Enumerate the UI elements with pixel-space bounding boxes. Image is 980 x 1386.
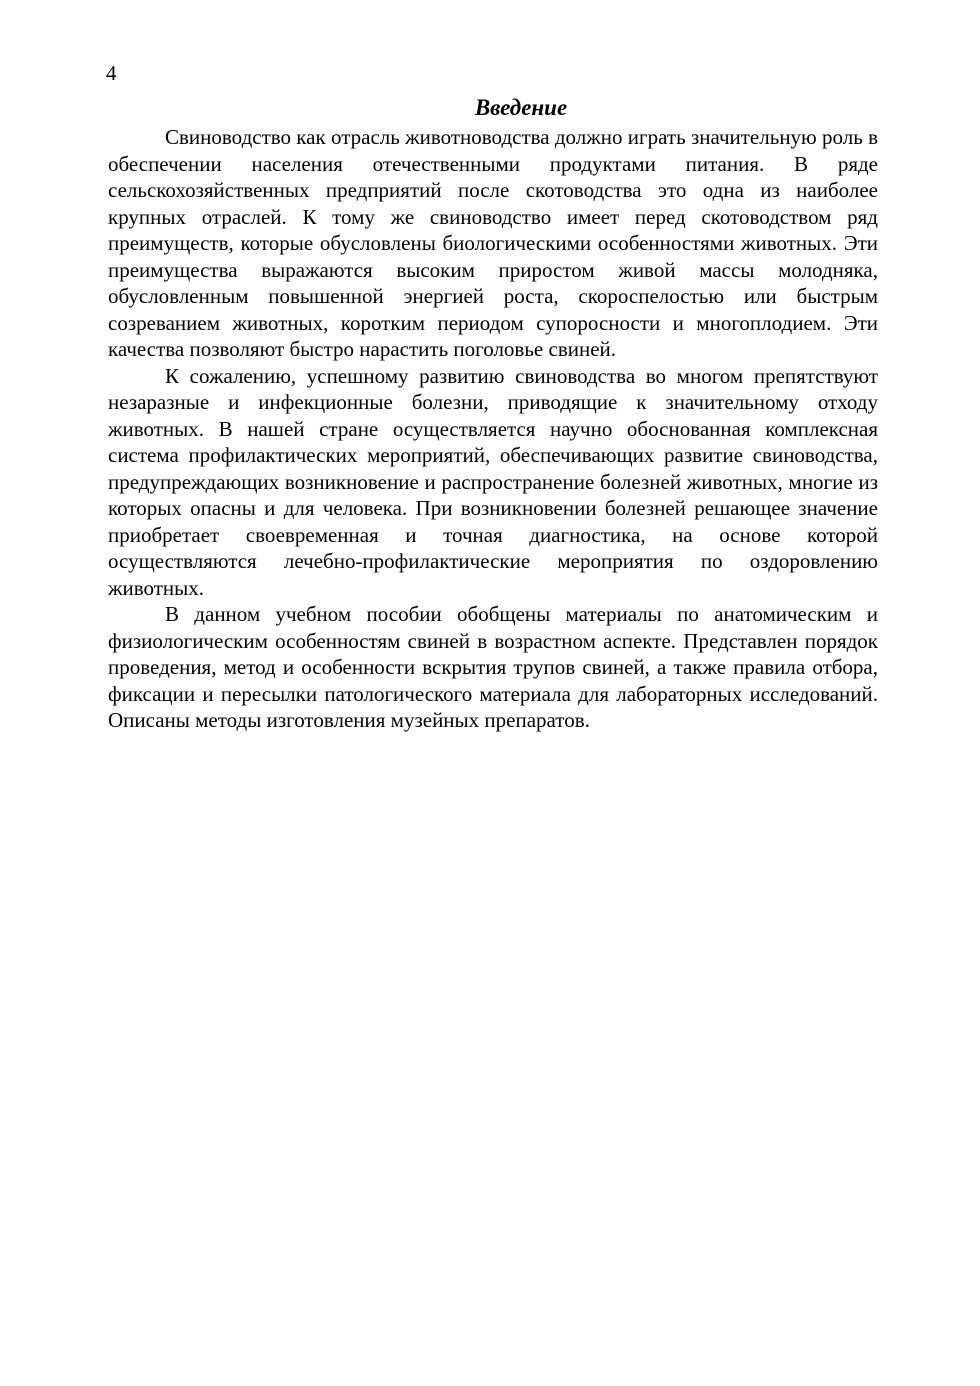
- document-body: [108, 124, 878, 734]
- paragraph-intro: Свиноводство как отрасль животноводства должно играть значительную роль в обеспечении населения отечественными продуктами питания. В ряде сельскохозяйственных предприятий после скотоводства это одна из наиболее крупных отраслей. К тому же свиноводство имеет перед скотоводством ряд преимуществ, которые обусловлены биологическими особенностями животных. Эти преимущества выражаются высоким приростом живой массы молодняка, обусловленным повышенной энергией роста, скороспелостью или быстрым созреванием животных, коротким периодом супоросности и многоплодием. Эти качества позволяют быстро нарастить поголовье свиней.: [108, 125, 878, 361]
- section-title: Введение: [474, 95, 568, 120]
- paragraph-diseases: К сожалению, успешному развитию свиноводства во многом препятствуют незаразные и инфекционные болезни, приводящие к значительному отходу животных. В нашей стране осуществляется научно обоснованная комплексная система профилактических мероприятий, обеспечивающих развитие свиноводства, предупреждающих возникновение и распространение болезней животных, многие из которых опасны и для человека. При возникновении болезней решающее значение приобретает своевременная и точная диагностика, на основе которой осуществляются лечебно-профилактические мероприятия по оздоровлению животных.: [108, 363, 878, 600]
- page-number: 4: [106, 61, 117, 85]
- paragraph-manual-contents: В данном учебном пособии обобщены материалы по анатомическим и физиологическим особенностям свиней в возрастном аспекте. Представлен порядок проведения, метод и особенности вскрытия трупов свиней, а также правила отбора, фиксации и пересылки патологического материала для лабораторных исследований. Описаны методы изготовления музейных препаратов.: [108, 602, 878, 732]
